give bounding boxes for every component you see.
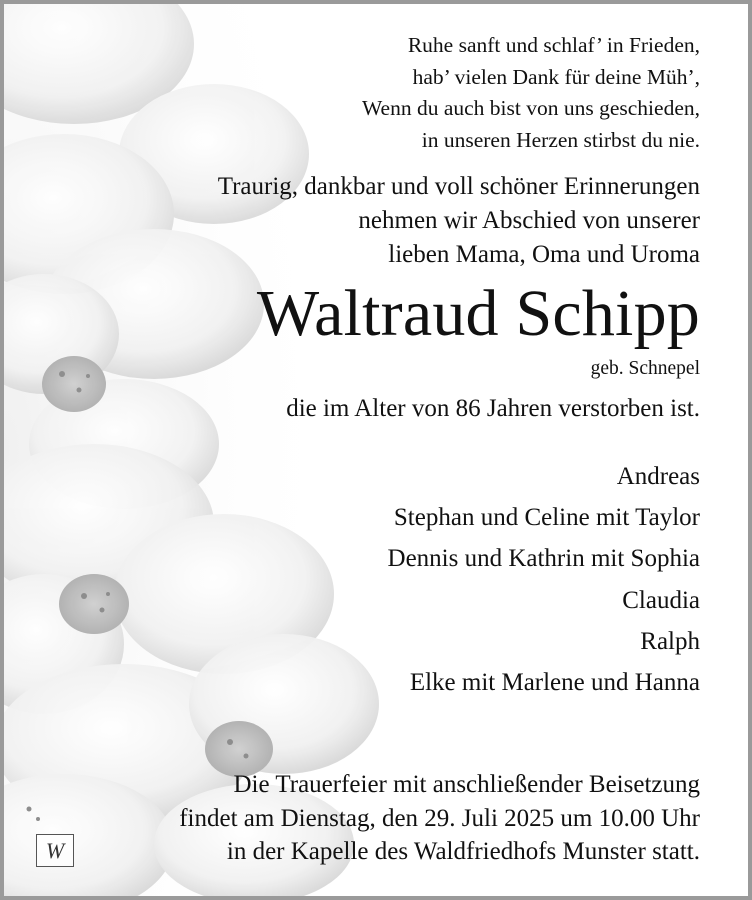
family-member: Elke mit Marlene und Hanna: [409, 669, 700, 697]
poem-line: hab’ vielen Dank für deine Müh’,: [412, 64, 700, 89]
service-line: Die Trauerfeier mit anschließender Beisetzung: [233, 771, 700, 798]
age-line: die im Alter von 86 Jahren verstorben ist.: [286, 395, 700, 422]
maiden-name: geb. Schnepel: [590, 358, 700, 379]
poem-line: in unseren Herzen stirbst du nie.: [421, 127, 700, 152]
service-line: in der Kapelle des Waldfriedhofs Munster statt.: [226, 838, 700, 865]
family-member: Ralph: [640, 627, 700, 655]
family-member: Stephan und Celine mit Taylor: [393, 504, 700, 532]
intro-text: [218, 170, 700, 272]
family-member: Claudia: [622, 586, 700, 614]
intro-line: nehmen wir Abschied von unserer: [358, 207, 700, 234]
family-member: Dennis und Kathrin mit Sophia: [387, 545, 700, 573]
publisher-logo: [36, 834, 74, 867]
poem-line: Wenn du auch bist von uns geschieden,: [361, 96, 700, 120]
deceased-name: Waltraud Schipp: [256, 277, 700, 350]
logo-mark: W: [45, 837, 65, 863]
service-line: findet am Dienstag, den 29. Juli 2025 um 10.00 Uhr: [179, 804, 700, 832]
poem-line: Ruhe sanft und schlaf’ in Frieden,: [407, 33, 700, 57]
family-list: [388, 456, 700, 703]
poem: [362, 30, 700, 156]
obituary-notice: [4, 4, 748, 896]
intro-line: lieben Mama, Oma und Uroma: [388, 241, 700, 268]
family-member: Andreas: [616, 463, 700, 490]
funeral-service-info: [179, 768, 700, 869]
intro-line: Traurig, dankbar und voll schöner Erinnerungen: [217, 173, 700, 200]
